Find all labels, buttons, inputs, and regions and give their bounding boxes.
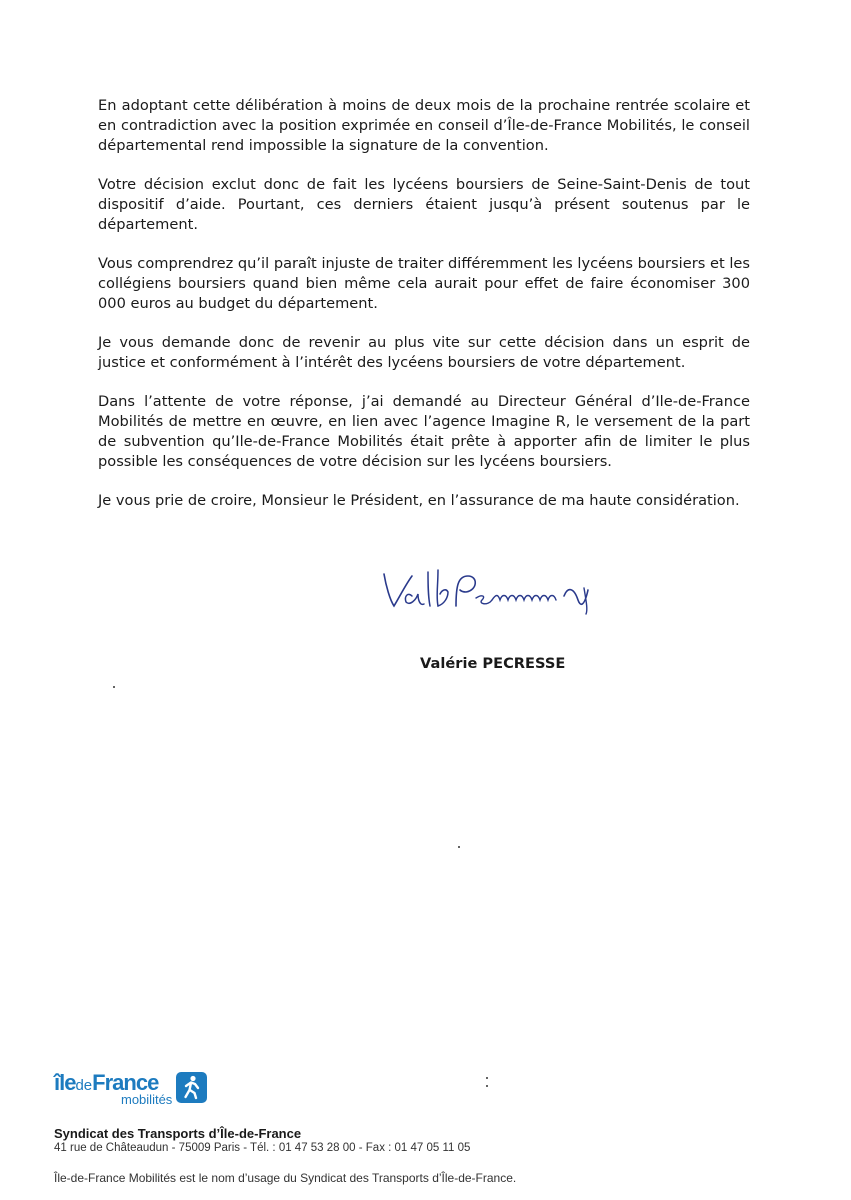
- letter-body: [98, 96, 750, 530]
- logo-wordmark-ile: île: [54, 1070, 76, 1095]
- paragraph-5: Dans l’attente de votre réponse, j’ai demandé au Directeur Général d’Ile-de-France Mobilités de mettre en œuvre, en lien avec l’agence Imagine R, le versement de la part de subvention qu’Ile-de-France Mobilités était prête à apporter afin de limiter le plus possible les conséquences de votre décision sur les lycéens boursiers.: [98, 393, 750, 470]
- scan-speck: [458, 846, 460, 848]
- paragraph-3: Vous comprendrez qu’il paraît injuste de traiter différemment les lycéens boursiers et les collégiens boursiers quand bien même cela aurait pour effet de faire économiser 300 000 euros au budget du département.: [98, 255, 750, 312]
- footer-organization: Syndicat des Transports d’Île-de-France: [54, 1126, 302, 1141]
- logo-wordmark-de: de: [75, 1077, 93, 1094]
- paragraph-4: Je vous demande donc de revenir au plus vite sur cette décision dans un esprit de justice et conformément à l’intérêt des lycéens boursiers de votre département.: [98, 334, 750, 371]
- logo-wordmark-france: France: [92, 1070, 159, 1095]
- scan-speck: [113, 686, 115, 688]
- paragraph-1: En adoptant cette délibération à moins de deux mois de la prochaine rentrée scolaire et en contradiction avec la position exprimée en conseil d’Île-de-France Mobilités, le conseil départemental rend impossible la signature de la convention.: [98, 97, 750, 154]
- iledefrance-mobilites-logo: [54, 1070, 214, 1110]
- walking-person-icon: [176, 1072, 207, 1103]
- footer-address: 41 rue de Châteaudun - 75009 Paris - Tél. : 01 47 53 28 00 - Fax : 01 47 05 11 05: [54, 1142, 471, 1154]
- footer-usage-note: Île-de-France Mobilités est le nom d’usage du Syndicat des Transports d’Île-de-France.: [54, 1171, 517, 1185]
- scan-speck: [486, 1085, 488, 1087]
- logo-subtitle: mobilités: [121, 1092, 173, 1107]
- paragraph-2: Votre décision exclut donc de fait les lycéens boursiers de Seine-Saint-Denis de tout dispositif d’aide. Pourtant, ces derniers étaient jusqu’à présent soutenus par le département.: [98, 176, 750, 233]
- signer-name: Valérie PECRESSE: [420, 655, 566, 672]
- closing-paragraph: Je vous prie de croire, Monsieur le Président, en l’assurance de ma haute considération.: [98, 492, 740, 509]
- handwritten-signature: [378, 566, 618, 616]
- scan-speck: [486, 1077, 488, 1079]
